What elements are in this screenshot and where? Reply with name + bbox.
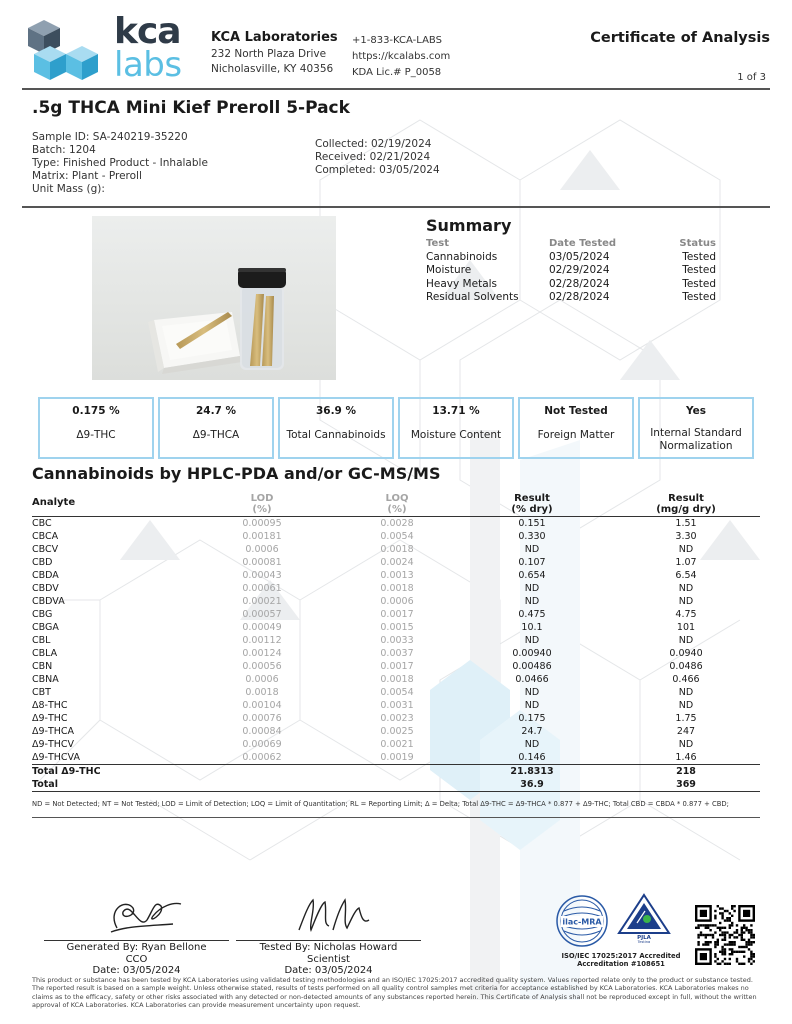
lod-value: 0.0006 — [245, 543, 279, 555]
result-mg: ND — [678, 686, 694, 698]
accreditation-number: Accreditation #108651 — [577, 960, 665, 968]
stat-box-moisture — [398, 397, 514, 459]
signer-name: Tested By: Nicholas Howard — [259, 942, 398, 953]
result-mg: 0.0940 — [669, 647, 703, 659]
col-result-mg-unit: (mg/g dry) — [656, 503, 716, 515]
key-results — [38, 397, 756, 461]
summary-date: 03/05/2024 — [549, 250, 610, 263]
stat-box-internal-standard — [638, 397, 754, 459]
lod-value: 0.00049 — [242, 621, 282, 633]
unit-mass: Unit Mass (g): — [32, 183, 105, 195]
loq-value: 0.0025 — [380, 725, 414, 737]
summary-col-test: Test — [426, 238, 450, 249]
result-pct: 0.00940 — [512, 647, 552, 659]
loq-value: 0.0018 — [380, 673, 414, 685]
lab-address-line2: Nicholasville, KY 40356 — [211, 63, 334, 75]
analyte-name: CBDVA — [32, 595, 65, 607]
lod-value: 0.00095 — [242, 517, 282, 529]
table-row — [32, 712, 760, 725]
sample-matrix: Matrix: Plant - Preroll — [32, 170, 142, 182]
signature-tested-by — [236, 890, 421, 977]
result-pct: 10.1 — [521, 621, 543, 633]
summary-date: 02/28/2024 — [549, 277, 610, 290]
lod-value: 0.00062 — [242, 751, 282, 763]
logo-wordmark-labs: labs — [114, 45, 182, 85]
loq-value: 0.0054 — [380, 530, 414, 542]
lod-value: 0.00124 — [242, 647, 282, 659]
analyte-name: Δ9-THC — [32, 712, 68, 724]
stat-label: Moisture Content — [410, 429, 502, 441]
analyte-name: CBT — [32, 686, 51, 698]
signature-line — [44, 940, 229, 941]
total-pct: 36.9 — [520, 778, 544, 790]
stat-value: Yes — [685, 405, 706, 417]
header-divider — [22, 88, 770, 90]
signer-title: CCO — [125, 953, 148, 965]
product-title: .5g THCA Mini Kief Preroll 5-Pack — [32, 98, 350, 118]
col-result-pct-unit: (% dry) — [511, 503, 553, 515]
lab-phone: +1-833-KCA-LABS — [352, 35, 442, 46]
lod-value: 0.00021 — [242, 595, 282, 607]
product-photo — [92, 216, 336, 380]
total-pct: 21.8313 — [510, 765, 554, 777]
sample-type: Type: Finished Product - Inhalable — [32, 157, 208, 169]
total-name: Total Δ9-THC — [32, 765, 101, 777]
result-pct: ND — [524, 595, 540, 607]
total-mg: 218 — [676, 765, 696, 777]
col-result-mg-label: Result — [668, 492, 704, 504]
lod-value: 0.00061 — [242, 582, 282, 594]
result-pct: 0.146 — [518, 751, 546, 763]
signer-title: Scientist — [307, 953, 350, 965]
result-pct: 0.107 — [518, 556, 546, 568]
stat-value: 24.7 % — [195, 405, 237, 417]
summary-col-status: Status — [679, 238, 716, 249]
col-lod — [182, 488, 342, 516]
result-mg: 4.75 — [675, 608, 697, 620]
lod-value — [182, 778, 342, 792]
lod-value: 0.00069 — [242, 738, 282, 750]
stat-label: Δ9-THCA — [192, 429, 240, 441]
pjla-logo — [617, 893, 672, 943]
loq-value: 0.0006 — [380, 595, 414, 607]
summary-status: Tested — [682, 264, 716, 277]
loq-value: 0.0013 — [380, 569, 414, 581]
sample-info — [32, 131, 208, 196]
table-footnote: ND = Not Detected; NT = Not Tested; LOD = Limit of Detection; LOQ = Limit of Quantitation; RL = Reporting Limit; Δ = Delta; Total Δ9-THC = Δ9-THCA * 0.877 + Δ9-THC; Total CBD = CBDA * 0.877 + CBD; — [32, 800, 729, 808]
info-divider — [22, 206, 770, 208]
loq-value: 0.0037 — [380, 647, 414, 659]
summary-status: Tested — [682, 277, 716, 290]
col-loq-unit: (%) — [387, 503, 407, 515]
col-lod-unit: (%) — [252, 503, 272, 515]
loq-value: 0.0015 — [380, 621, 414, 633]
table-row — [32, 608, 760, 621]
lod-value: 0.00076 — [242, 712, 282, 724]
ilac-text: ilac-MRA — [562, 917, 602, 927]
lod-value — [182, 764, 342, 778]
analyte-name: CBCA — [32, 530, 59, 542]
result-pct: ND — [524, 543, 540, 555]
sample-dates — [315, 138, 440, 177]
summary-test: Heavy Metals — [426, 277, 498, 290]
signature-image — [269, 890, 389, 940]
summary-panel — [426, 216, 726, 304]
table-row — [32, 738, 760, 751]
total-row — [32, 778, 760, 792]
analyte-name: CBN — [32, 660, 53, 672]
analyte-name: CBD — [32, 556, 53, 568]
analyte-name: CBLA — [32, 647, 58, 659]
accreditation-text — [556, 952, 686, 968]
analyte-name: CBC — [32, 517, 52, 529]
result-mg: ND — [678, 543, 694, 555]
loq-value: 0.0021 — [380, 738, 414, 750]
result-pct: ND — [524, 738, 540, 750]
summary-row — [426, 291, 726, 305]
lod-value: 0.00081 — [242, 556, 282, 568]
signature-generated-by — [44, 890, 229, 977]
sign-date: Date: 03/05/2024 — [284, 965, 373, 976]
batch: Batch: 1204 — [32, 144, 96, 156]
loq-value: 0.0031 — [380, 699, 414, 711]
result-pct: ND — [524, 686, 540, 698]
lod-value: 0.0018 — [245, 686, 279, 698]
signature-line — [236, 940, 421, 941]
lod-value: 0.00056 — [242, 660, 282, 672]
col-analyte: Analyte — [32, 496, 76, 508]
lod-value: 0.00181 — [242, 530, 282, 542]
result-mg: ND — [678, 595, 694, 607]
lod-value: 0.00084 — [242, 725, 282, 737]
summary-col-date: Date Tested — [549, 238, 617, 249]
footnote-divider — [32, 817, 760, 818]
stat-value: 0.175 % — [72, 405, 120, 417]
lab-contact — [352, 33, 450, 81]
stat-box-foreign-matter — [518, 397, 634, 459]
loq-value: 0.0018 — [380, 582, 414, 594]
stat-label: Δ9-THC — [76, 429, 116, 441]
stat-value: Not Tested — [544, 405, 608, 417]
loq-value: 0.0028 — [380, 517, 414, 529]
analyte-name: CBNA — [32, 673, 59, 685]
table-row — [32, 582, 760, 595]
col-loq-label: LOQ — [385, 492, 409, 504]
total-name: Total — [32, 778, 58, 790]
document-title: Certificate of Analysis — [590, 30, 770, 46]
lab-website[interactable]: https://kcalabs.com — [352, 51, 451, 62]
ilac-mra-logo — [556, 893, 608, 953]
result-mg: ND — [678, 699, 694, 711]
result-mg: ND — [678, 634, 694, 646]
cannabinoids-table — [32, 488, 760, 792]
table-row — [32, 634, 760, 647]
col-result-mg — [612, 488, 760, 516]
summary-status: Tested — [682, 291, 716, 304]
date-completed: Completed: 03/05/2024 — [315, 164, 440, 176]
stat-value: 13.71 % — [432, 405, 480, 417]
accreditation-iso: ISO/IEC 17025:2017 Accredited — [561, 952, 681, 960]
result-mg: 0.0486 — [669, 660, 703, 672]
signature-image — [77, 890, 197, 940]
analyte-name: CBG — [32, 608, 53, 620]
summary-title: Summary — [426, 216, 512, 235]
result-mg: 6.54 — [675, 569, 697, 581]
table-row — [32, 516, 760, 530]
analyte-name: CBGA — [32, 621, 59, 633]
lab-address — [211, 30, 338, 77]
result-pct: ND — [524, 582, 540, 594]
result-mg: ND — [678, 582, 694, 594]
result-mg: 3.30 — [675, 530, 697, 542]
table-row — [32, 725, 760, 738]
analyte-name: Δ9-THCA — [32, 725, 75, 737]
qr-code[interactable] — [695, 905, 755, 965]
summary-date: 02/29/2024 — [549, 264, 610, 277]
summary-table — [426, 237, 726, 304]
analyte-name: Δ9-THCVA — [32, 751, 80, 763]
col-result-pct — [452, 488, 612, 516]
result-pct: 24.7 — [521, 725, 543, 737]
analyte-name: Δ8-THC — [32, 699, 68, 711]
table-row — [32, 543, 760, 556]
loq-value: 0.0054 — [380, 686, 414, 698]
lod-value: 0.00104 — [242, 699, 282, 711]
cannabinoids-body — [32, 516, 760, 791]
result-pct: 0.175 — [518, 712, 546, 724]
table-row — [32, 556, 760, 569]
table-row — [32, 660, 760, 673]
lod-value: 0.0006 — [245, 673, 279, 685]
page-number: 1 of 3 — [737, 72, 766, 83]
summary-test: Cannabinoids — [426, 250, 498, 263]
result-mg: 247 — [676, 725, 696, 737]
lod-value: 0.00112 — [242, 634, 282, 646]
stat-label: Total Cannabinoids — [286, 429, 386, 441]
col-result-pct-label: Result — [514, 492, 550, 504]
result-mg: 101 — [676, 621, 696, 633]
analyte-name: CBCV — [32, 543, 59, 555]
result-mg: 1.07 — [675, 556, 697, 568]
signer-name: Generated By: Ryan Bellone — [66, 942, 207, 953]
loq-value — [342, 764, 452, 778]
stat-box-d9-thc — [38, 397, 154, 459]
table-row — [32, 751, 760, 765]
summary-row — [426, 277, 726, 291]
total-row — [32, 764, 760, 778]
lab-name: KCA Laboratories — [211, 30, 338, 45]
loq-value: 0.0019 — [380, 751, 414, 763]
stat-value: 36.9 % — [315, 405, 357, 417]
loq-value: 0.0017 — [380, 660, 414, 672]
pjla-subtext: Testing — [637, 940, 651, 943]
lab-address-line1: 232 North Plaza Drive — [211, 48, 327, 60]
loq-value — [342, 778, 452, 792]
lod-value: 0.00057 — [242, 608, 282, 620]
table-row — [32, 699, 760, 712]
stat-label: Internal Standard Normalization — [650, 427, 742, 452]
summary-date: 02/28/2024 — [549, 291, 610, 304]
loq-value: 0.0023 — [380, 712, 414, 724]
analyte-name: CBL — [32, 634, 51, 646]
loq-value: 0.0033 — [380, 634, 414, 646]
loq-value: 0.0024 — [380, 556, 414, 568]
result-pct: 0.151 — [518, 517, 546, 529]
legal-disclaimer: This product or substance has been tested by KCA Laboratories using validated testing methodologies and an ISO/IEC 17025:2017 accredited quality system. Values reported relate only to the product or substance tested. The reported result is based on a sample weight. Unless otherwise stated, results of tests performed on all quality control samples met criteria for acceptance established by KCA Laboratories. KCA Laboratories makes no claims as to the efficacy, safety or other risks associated with any detected or non-detected amounts of any substances reported herein. This Certificate of Analysis shall not be reproduced except in full, without the written approval of KCA Laboratories. KCA Laboratories can provide measurement uncertainty upon request. — [32, 976, 757, 1010]
summary-test: Residual Solvents — [426, 291, 519, 304]
result-pct: 0.330 — [518, 530, 546, 542]
date-received: Received: 02/21/2024 — [315, 151, 431, 163]
result-pct: 0.475 — [518, 608, 546, 620]
table-row — [32, 686, 760, 699]
result-mg: ND — [678, 738, 694, 750]
table-row — [32, 530, 760, 543]
col-loq — [342, 488, 452, 516]
logo-wordmark-kca: kca — [114, 11, 181, 52]
result-pct: 0.00486 — [512, 660, 552, 672]
stat-label: Foreign Matter — [537, 429, 615, 441]
lab-license: KDA Lic.# P_0058 — [352, 67, 442, 78]
date-collected: Collected: 02/19/2024 — [315, 138, 432, 150]
stat-box-total-cannabinoids — [278, 397, 394, 459]
result-mg: 1.51 — [675, 517, 697, 529]
summary-row — [426, 264, 726, 278]
summary-status: Tested — [682, 250, 716, 263]
table-row — [32, 647, 760, 660]
result-pct: ND — [524, 634, 540, 646]
stat-box-d9-thca — [158, 397, 274, 459]
table-row — [32, 569, 760, 582]
loq-value: 0.0018 — [380, 543, 414, 555]
result-mg: 0.466 — [672, 673, 700, 685]
analyte-name: CBDV — [32, 582, 59, 594]
table-row — [32, 595, 760, 608]
analyte-name: CBDA — [32, 569, 59, 581]
cannabinoids-header-row — [32, 488, 760, 516]
loq-value: 0.0017 — [380, 608, 414, 620]
total-mg: 369 — [676, 778, 696, 790]
col-lod-label: LOD — [250, 492, 274, 504]
table-row — [32, 621, 760, 634]
result-pct: 0.654 — [518, 569, 546, 581]
summary-test: Moisture — [426, 264, 472, 277]
lod-value: 0.00043 — [242, 569, 282, 581]
sample-id: Sample ID: SA-240219-35220 — [32, 131, 188, 143]
result-pct: 0.0466 — [515, 673, 549, 685]
summary-header-row — [426, 237, 726, 250]
pjla-text: PJLA — [637, 935, 651, 941]
result-mg: 1.75 — [675, 712, 697, 724]
table-row — [32, 673, 760, 686]
result-mg: 1.46 — [675, 751, 697, 763]
cannabinoids-section-title: Cannabinoids by HPLC-PDA and/or GC-MS/MS — [32, 464, 441, 483]
analyte-name: Δ9-THCV — [32, 738, 75, 750]
sign-date: Date: 03/05/2024 — [92, 965, 181, 976]
summary-row — [426, 250, 726, 264]
result-pct: ND — [524, 699, 540, 711]
